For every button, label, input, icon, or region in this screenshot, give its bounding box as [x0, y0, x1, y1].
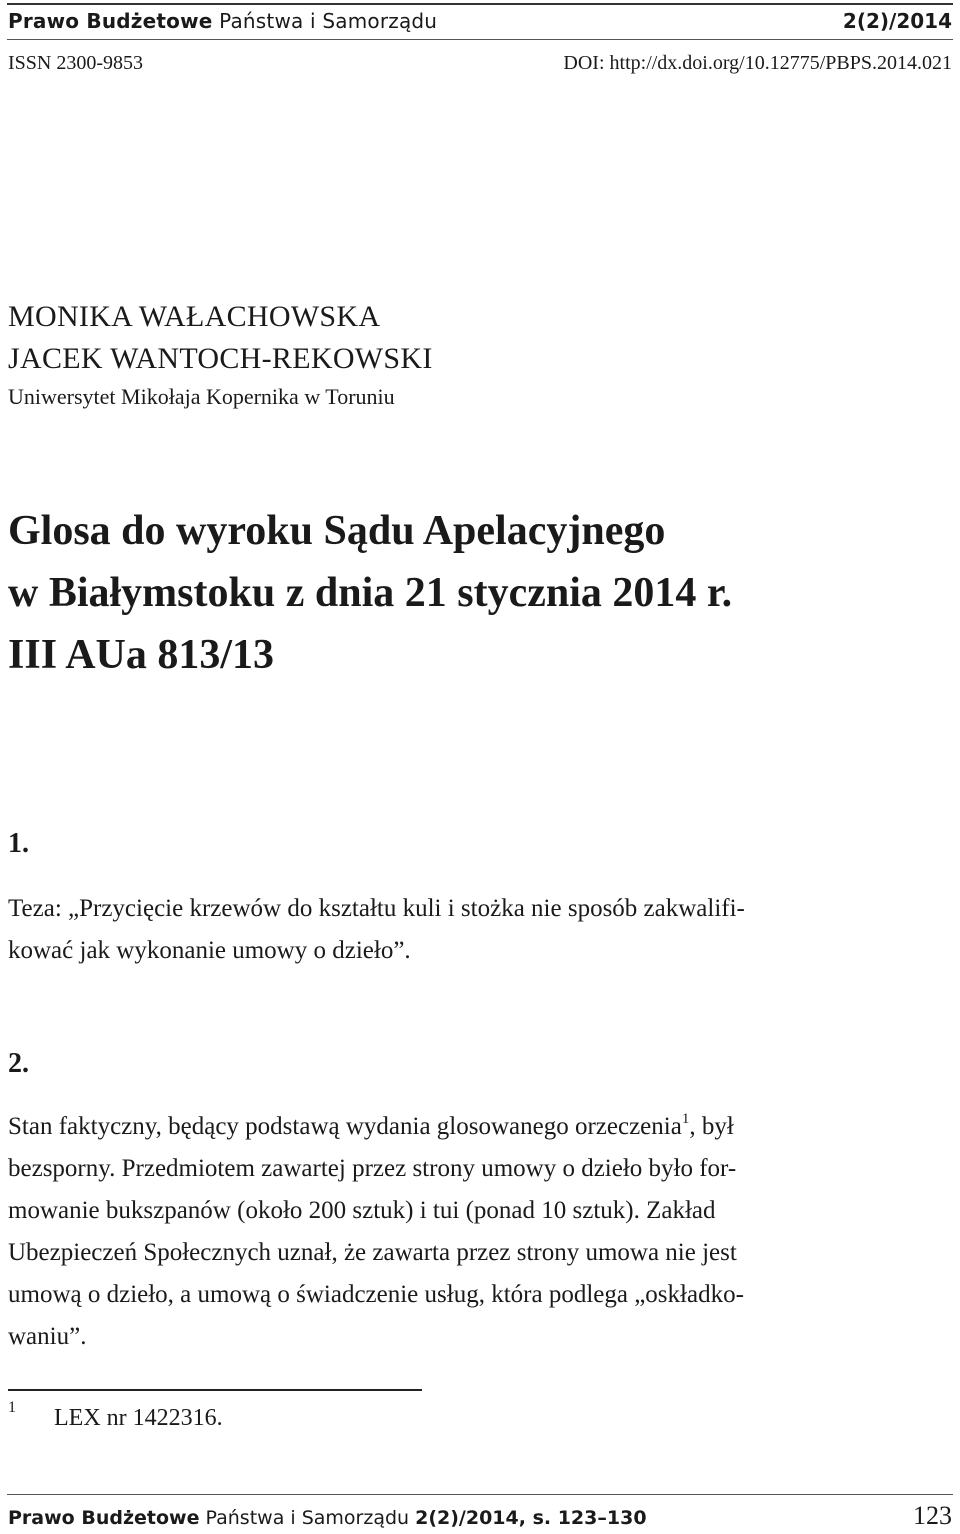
thesis-paragraph — [8, 888, 952, 972]
title-line: III AUa 813/13 — [8, 632, 275, 678]
issn: ISSN 2300-9853 — [8, 52, 144, 74]
text-line: kować jak wykonanie umowy o dzieło”. — [8, 937, 411, 964]
footer-journal — [8, 1507, 647, 1529]
footnote-reference[interactable]: 1 — [681, 1111, 690, 1127]
author-name: MONIKA WAŁACHOWSKA — [8, 300, 381, 333]
journal-name — [8, 9, 437, 33]
text-span: Stan faktyczny, będący podstawą wydania glosowanego orzeczenia — [8, 1113, 682, 1140]
text-span: , był — [689, 1113, 734, 1140]
author-name: JACEK WANTOCH-REKOWSKI — [8, 342, 433, 375]
footer-journal-bold: Prawo Budżetowe — [8, 1507, 200, 1529]
issue-number: 2(2)/2014 — [842, 9, 952, 33]
journal-name-bold: Prawo Budżetowe — [8, 9, 213, 33]
journal-name-rest: Państwa i Samorządu — [219, 9, 438, 33]
footer-rule — [7, 1494, 953, 1495]
running-footer — [8, 1501, 952, 1531]
running-header — [8, 9, 952, 39]
text-line: umową o dzieło, a umową o świadczenie usług, która podlega „oskładko- — [8, 1281, 744, 1308]
top-rule — [7, 3, 953, 5]
footnote-mark: 1 — [8, 1399, 16, 1416]
title-line: Glosa do wyroku Sądu Apelacyjnego — [8, 508, 666, 554]
section-number: 2. — [8, 1048, 29, 1079]
article-title — [8, 500, 732, 686]
text-line: bezsporny. Przedmiotem zawartej przez strony umowy o dzieło było for- — [8, 1155, 737, 1182]
page-number: 123 — [913, 1501, 952, 1530]
author-affiliation: Uniwersytet Mikołaja Kopernika w Toruniu — [8, 384, 395, 409]
text-line: Teza: „Przycięcie krzewów do kształtu kuli i stożka nie sposób zakwalifi- — [8, 895, 745, 922]
title-line: w Białymstoku z dnia 21 stycznia 2014 r. — [8, 570, 733, 616]
section-number: 1. — [8, 828, 29, 859]
header-rule — [7, 39, 953, 40]
footnote-rule — [8, 1389, 422, 1391]
text-line: mowanie bukszpanów (około 200 sztuk) i tui (ponad 10 sztuk). Zakład — [8, 1197, 716, 1224]
doi-link[interactable]: DOI: http://dx.doi.org/10.12775/PBPS.2014.021 — [563, 52, 952, 74]
footnote-text: LEX nr 1422316. — [54, 1405, 223, 1431]
author-block — [8, 296, 433, 414]
text-line — [8, 1106, 952, 1148]
text-line: waniu”. — [8, 1323, 87, 1350]
facts-paragraph — [8, 1106, 952, 1358]
footer-journal-rest: Państwa i Samorządu — [205, 1507, 410, 1529]
footer-citation: 2(2)/2014, s. 123–130 — [415, 1507, 647, 1529]
text-line: Ubezpieczeń Społecznych uznał, że zawarta przez strony umowa nie jest — [8, 1239, 737, 1266]
